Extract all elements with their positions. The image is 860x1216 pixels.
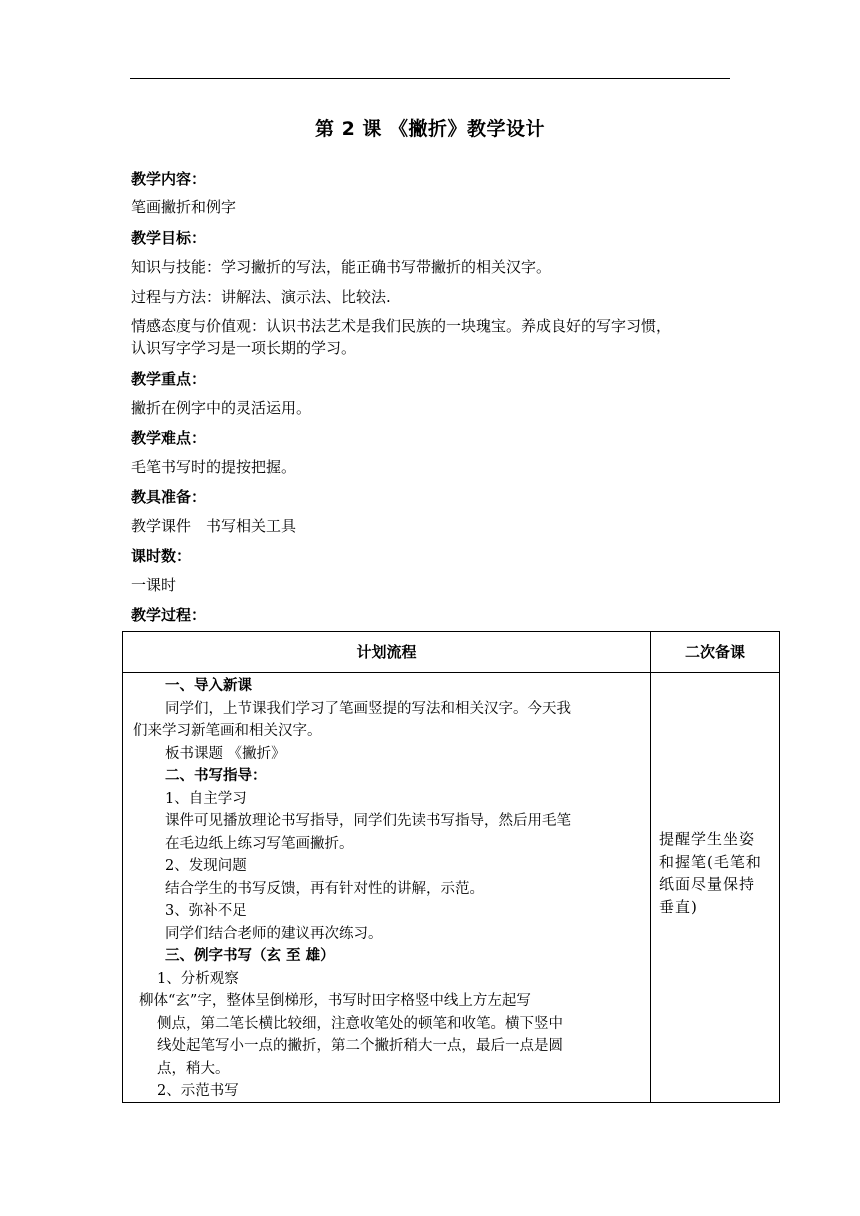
text-line: 1、自主学习 <box>165 790 247 807</box>
note-line: 提醒学生坐姿 <box>659 830 756 848</box>
goals-label: 教学目标： <box>131 229 207 247</box>
text-line: 2、发现问题 <box>165 858 247 874</box>
key-label: 教学重点： <box>131 370 207 388</box>
key-text: 撇折在例字中的灵活运用。 <box>131 399 312 417</box>
text-line: 同学们，上节课我们学习了笔画竖提的写法和相关汉字。今天我 <box>165 700 571 717</box>
text-line: 柳体“玄”字，整体呈倒梯形，书写时田字格竖中线上方左起写 <box>139 993 531 1009</box>
text-line: 线处起笔写小一点的撇折，第二个撇折稍大一点，最后一点是圆 <box>157 1038 563 1054</box>
page-title: 第 2 课 《撇折》教学设计 <box>314 118 546 140</box>
process-label: 教学过程： <box>131 606 207 624</box>
difficulty-label: 教学难点： <box>131 429 207 447</box>
column-divider <box>650 632 651 1102</box>
tools-label: 教具准备： <box>131 488 207 506</box>
text-line: 1、分析观察 <box>157 970 239 987</box>
note-line: 纸面尽量保持 <box>659 875 756 893</box>
revision-cell <box>659 828 773 918</box>
text-line: 3、弥补不足 <box>165 903 247 919</box>
text-line: 同学们结合老师的建议再次练习。 <box>165 925 383 942</box>
goal-3a: 情感态度与价值观：认识书法艺术是我们民族的一块瑰宝。养成良好的写字习惯， <box>131 317 672 335</box>
header-rule <box>130 78 730 79</box>
hours-label: 课时数： <box>131 547 192 565</box>
text-line: 们来学习新笔画和相关汉字。 <box>133 723 322 739</box>
goal-3b: 认识写字学习是一项长期的学习。 <box>131 339 357 357</box>
text-line: 板书课题 《撇折》 <box>165 745 286 762</box>
goal-1: 知识与技能：学习撇折的写法，能正确书写带撇折的相关汉字。 <box>131 258 552 276</box>
text-line: 侧点，第二笔长横比较细，注意收笔处的顿笔和收笔。横下竖中 <box>157 1015 563 1032</box>
text-line: 在毛边纸上练习写笔画撇折。 <box>165 835 354 852</box>
goal-2: 过程与方法：讲解法、演示法、比较法. <box>131 288 391 306</box>
difficulty-text: 毛笔书写时的提按把握。 <box>131 458 297 476</box>
section-heading: 一、导入新课 <box>165 678 252 694</box>
text-line: 结合学生的书写反馈，再有针对性的讲解，示范。 <box>165 880 484 897</box>
col-header-revision: 二次备课 <box>684 643 745 661</box>
content-label: 教学内容： <box>131 170 207 188</box>
process-table <box>122 631 780 1103</box>
section-heading: 二、书写指导： <box>165 768 267 784</box>
hours-text: 一课时 <box>131 576 177 594</box>
content-text: 笔画撇折和例字 <box>131 198 237 216</box>
col-header-plan: 计划流程 <box>356 643 417 661</box>
section-heading: 三、例字书写（玄 至 雄） <box>165 948 335 964</box>
note-line: 和握笔(毛笔和 <box>659 852 762 871</box>
note-line: 垂直) <box>659 897 698 916</box>
text-line: 2、示范书写 <box>157 1083 239 1099</box>
plan-cell <box>133 675 647 1103</box>
text-line: 点，稍大。 <box>157 1060 230 1077</box>
tools-text: 教学课件 书写相关工具 <box>131 517 297 535</box>
text-line: 课件可见播放理论书写指导，同学们先读书写指导，然后用毛笔 <box>165 813 571 829</box>
